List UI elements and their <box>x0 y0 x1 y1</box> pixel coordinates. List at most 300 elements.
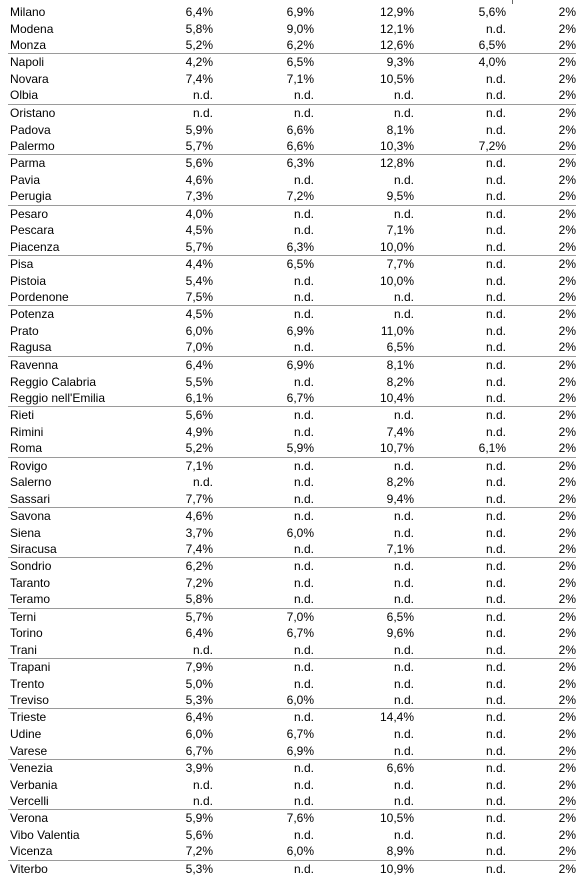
city-name-cell: Trieste <box>10 710 47 725</box>
value-cell: n.d. <box>485 307 506 322</box>
table-row <box>8 122 576 139</box>
value-cell: n.d. <box>485 576 506 591</box>
value-cell: 2% <box>558 206 576 221</box>
value-cell: 12,9% <box>379 5 414 19</box>
value-cell: n.d. <box>485 374 506 389</box>
value-cell: n.d. <box>393 508 414 523</box>
data-table <box>8 4 576 877</box>
value-cell: 6,3% <box>286 239 314 254</box>
city-name-cell: Savona <box>10 508 51 523</box>
value-cell: 2% <box>558 324 576 339</box>
table-row <box>8 239 576 256</box>
table-row <box>8 508 576 525</box>
value-cell: n.d. <box>393 592 414 607</box>
value-cell: 12,6% <box>379 38 414 53</box>
value-cell: 6,9% <box>286 5 314 19</box>
value-cell: 7,4% <box>386 424 414 439</box>
table-row <box>8 290 576 307</box>
city-name-cell: Rovigo <box>10 458 48 473</box>
value-cell: 2% <box>558 609 576 624</box>
value-cell: 6,6% <box>286 138 314 153</box>
value-cell: 2% <box>558 660 576 675</box>
value-cell: n.d. <box>393 576 414 591</box>
table-row <box>8 558 576 575</box>
value-cell: 5,9% <box>185 811 213 826</box>
value-cell: n.d. <box>485 811 506 826</box>
table-row <box>8 323 576 340</box>
value-cell: n.d. <box>293 374 314 389</box>
value-cell: 7,2% <box>286 189 314 204</box>
value-cell: 7,9% <box>185 660 213 675</box>
table-row <box>8 38 576 55</box>
value-cell: 5,3% <box>185 693 213 708</box>
value-cell: 5,6% <box>478 5 506 19</box>
value-cell: 2% <box>558 576 576 591</box>
city-name-cell: Verona <box>10 811 49 826</box>
value-cell: n.d. <box>393 559 414 574</box>
value-cell: n.d. <box>293 491 314 506</box>
value-cell: 9,0% <box>286 21 314 36</box>
value-cell: n.d. <box>485 760 506 775</box>
value-cell: 10,4% <box>379 390 414 405</box>
value-cell: n.d. <box>485 206 506 221</box>
value-cell: 6,7% <box>286 390 314 405</box>
value-cell: n.d. <box>293 88 314 103</box>
value-cell: n.d. <box>485 21 506 36</box>
value-cell: 2% <box>558 307 576 322</box>
table-row <box>8 189 576 206</box>
value-cell: n.d. <box>393 525 414 540</box>
value-cell: 10,9% <box>379 861 414 876</box>
city-name-cell: Vercelli <box>10 793 49 808</box>
value-cell: 6,2% <box>185 559 213 574</box>
value-cell: 2% <box>558 55 576 70</box>
table-row <box>8 138 576 155</box>
value-cell: 7,4% <box>185 72 213 87</box>
value-cell: n.d. <box>485 223 506 238</box>
value-cell: 5,2% <box>185 441 213 456</box>
value-cell: 5,2% <box>185 38 213 53</box>
value-cell: 8,1% <box>386 357 414 372</box>
value-cell: 5,7% <box>185 138 213 153</box>
value-cell: 2% <box>558 72 576 87</box>
value-cell: 6,6% <box>386 760 414 775</box>
table-row <box>8 273 576 290</box>
value-cell: 2% <box>558 491 576 506</box>
city-name-cell: Milano <box>10 5 46 19</box>
value-cell: 7,6% <box>286 811 314 826</box>
table-row <box>8 659 576 676</box>
value-cell: n.d. <box>485 340 506 355</box>
table-row <box>8 743 576 760</box>
value-cell: 2% <box>558 357 576 372</box>
value-cell: 5,9% <box>185 122 213 137</box>
value-cell: n.d. <box>485 777 506 792</box>
value-cell: n.d. <box>192 793 213 808</box>
value-cell: n.d. <box>293 559 314 574</box>
value-cell: n.d. <box>393 743 414 758</box>
value-cell: 2% <box>558 122 576 137</box>
value-cell: n.d. <box>393 660 414 675</box>
value-cell: 5,9% <box>286 441 314 456</box>
value-cell: n.d. <box>485 491 506 506</box>
value-cell: 7,1% <box>386 542 414 556</box>
value-cell: n.d. <box>485 122 506 137</box>
value-cell: 2% <box>558 760 576 775</box>
value-cell: n.d. <box>393 408 414 423</box>
value-cell: n.d. <box>485 324 506 339</box>
city-name-cell: Reggio nell'Emilia <box>10 390 106 405</box>
value-cell: 2% <box>558 542 576 556</box>
value-cell: 2% <box>558 592 576 607</box>
value-cell: 6,0% <box>286 525 314 540</box>
value-cell: n.d. <box>192 88 213 103</box>
value-cell: 4,6% <box>185 172 213 187</box>
value-cell: 2% <box>558 828 576 843</box>
value-cell: 2% <box>558 408 576 423</box>
value-cell: n.d. <box>485 609 506 624</box>
value-cell: n.d. <box>485 525 506 540</box>
value-cell: n.d. <box>485 172 506 187</box>
value-cell: n.d. <box>485 256 506 271</box>
value-cell: n.d. <box>485 626 506 641</box>
city-name-cell: Pisa <box>10 256 34 271</box>
value-cell: n.d. <box>393 693 414 708</box>
city-name-cell: Vibo Valentia <box>10 828 80 843</box>
city-name-cell: Treviso <box>10 693 49 708</box>
value-cell: 7,2% <box>185 576 213 591</box>
value-cell: 4,2% <box>185 55 213 70</box>
table-row <box>8 676 576 693</box>
value-cell: 4,0% <box>185 206 213 221</box>
value-cell: 4,5% <box>185 307 213 322</box>
value-cell: n.d. <box>393 307 414 322</box>
value-cell: n.d. <box>393 777 414 792</box>
value-cell: n.d. <box>293 273 314 288</box>
table-row <box>8 491 576 508</box>
table-row <box>8 54 576 71</box>
value-cell: 5,8% <box>185 592 213 607</box>
value-cell: 6,5% <box>478 38 506 53</box>
value-cell: 8,2% <box>386 475 414 490</box>
value-cell: n.d. <box>485 105 506 120</box>
value-cell: 12,1% <box>379 21 414 36</box>
city-name-cell: Taranto <box>10 576 51 591</box>
value-cell: 10,5% <box>379 811 414 826</box>
value-cell: 2% <box>558 424 576 439</box>
city-name-cell: Viterbo <box>10 861 48 876</box>
value-cell: 7,7% <box>185 491 213 506</box>
city-name-cell: Salerno <box>10 475 52 490</box>
table-row <box>8 575 576 592</box>
value-cell: 2% <box>558 676 576 691</box>
value-cell: n.d. <box>293 290 314 305</box>
city-name-cell: Rieti <box>10 408 35 423</box>
value-cell: 2% <box>558 693 576 708</box>
value-cell: n.d. <box>485 592 506 607</box>
value-cell: 7,4% <box>185 542 213 556</box>
value-cell: 6,2% <box>286 38 314 53</box>
value-cell: 2% <box>558 793 576 808</box>
value-cell: n.d. <box>485 660 506 675</box>
city-name-cell: Teramo <box>10 592 51 607</box>
table-row <box>8 306 576 323</box>
value-cell: n.d. <box>393 290 414 305</box>
value-cell: 2% <box>558 559 576 574</box>
value-cell: n.d. <box>293 777 314 792</box>
table-row <box>8 4 576 21</box>
value-cell: 4,5% <box>185 223 213 238</box>
value-cell: n.d. <box>485 642 506 657</box>
city-name-cell: Sondrio <box>10 559 52 574</box>
city-name-cell: Siracusa <box>10 542 57 556</box>
value-cell: 5,5% <box>185 374 213 389</box>
table-row <box>8 441 576 458</box>
value-cell: 14,4% <box>379 710 414 725</box>
table-row <box>8 844 576 861</box>
city-name-cell: Trento <box>10 676 45 691</box>
city-name-cell: Novara <box>10 72 49 87</box>
value-cell: 2% <box>558 508 576 523</box>
city-name-cell: Sassari <box>10 491 51 506</box>
value-cell: n.d. <box>393 642 414 657</box>
value-cell: n.d. <box>293 660 314 675</box>
value-cell: 2% <box>558 88 576 103</box>
value-cell: n.d. <box>293 424 314 439</box>
city-name-cell: Palermo <box>10 138 55 153</box>
value-cell: 6,7% <box>286 626 314 641</box>
city-name-cell: Torino <box>10 626 43 641</box>
value-cell: 5,3% <box>185 861 213 876</box>
table-row <box>8 256 576 273</box>
value-cell: n.d. <box>393 172 414 187</box>
value-cell: 2% <box>558 290 576 305</box>
value-cell: 2% <box>558 626 576 641</box>
value-cell: 2% <box>558 811 576 826</box>
value-cell: n.d. <box>393 727 414 742</box>
value-cell: 6,6% <box>286 122 314 137</box>
value-cell: n.d. <box>192 777 213 792</box>
value-cell: 2% <box>558 642 576 657</box>
value-cell: n.d. <box>485 693 506 708</box>
value-cell: n.d. <box>293 172 314 187</box>
table-row <box>8 625 576 642</box>
value-cell: n.d. <box>293 861 314 876</box>
value-cell: n.d. <box>485 743 506 758</box>
value-cell: 2% <box>558 777 576 792</box>
city-name-cell: Oristano <box>10 105 56 120</box>
value-cell: 9,5% <box>386 189 414 204</box>
value-cell: n.d. <box>293 710 314 725</box>
city-name-cell: Potenza <box>10 307 55 322</box>
table-row <box>8 810 576 827</box>
value-cell: 2% <box>558 390 576 405</box>
table-row <box>8 206 576 223</box>
table-row <box>8 357 576 374</box>
value-cell: 7,1% <box>286 72 314 87</box>
value-cell: 2% <box>558 256 576 271</box>
city-name-cell: Venezia <box>10 760 53 775</box>
value-cell: n.d. <box>293 676 314 691</box>
value-cell: 2% <box>558 189 576 204</box>
city-name-cell: Perugia <box>10 189 52 204</box>
table-row <box>8 340 576 357</box>
value-cell: n.d. <box>293 508 314 523</box>
value-cell: 2% <box>558 727 576 742</box>
table-row <box>8 827 576 844</box>
value-cell: 2% <box>558 273 576 288</box>
table-row <box>8 777 576 794</box>
value-cell: 2% <box>558 138 576 153</box>
table-row <box>8 390 576 407</box>
table-row <box>8 726 576 743</box>
value-cell: 2% <box>558 340 576 355</box>
value-cell: 2% <box>558 21 576 36</box>
table-row <box>8 474 576 491</box>
value-cell: n.d. <box>293 542 314 556</box>
value-cell: 6,5% <box>386 609 414 624</box>
value-cell: n.d. <box>293 340 314 355</box>
value-cell: 7,5% <box>185 290 213 305</box>
value-cell: n.d. <box>293 223 314 238</box>
table-row <box>8 88 576 105</box>
value-cell: n.d. <box>485 710 506 725</box>
value-cell: 6,5% <box>286 55 314 70</box>
value-cell: 6,5% <box>386 340 414 355</box>
table-row <box>8 793 576 810</box>
value-cell: 6,9% <box>286 324 314 339</box>
value-cell: 2% <box>558 374 576 389</box>
table-row <box>8 693 576 710</box>
city-name-cell: Parma <box>10 156 46 171</box>
value-cell: 7,3% <box>185 189 213 204</box>
value-cell: 7,0% <box>185 340 213 355</box>
value-cell: 7,1% <box>185 458 213 473</box>
city-name-cell: Udine <box>10 727 42 742</box>
table-row <box>8 374 576 391</box>
value-cell: 2% <box>558 5 576 19</box>
city-name-cell: Piacenza <box>10 239 60 254</box>
value-cell: n.d. <box>293 105 314 120</box>
value-cell: n.d. <box>293 828 314 843</box>
value-cell: 4,4% <box>185 256 213 271</box>
value-cell: 10,5% <box>379 72 414 87</box>
value-cell: 7,7% <box>386 256 414 271</box>
value-cell: n.d. <box>485 676 506 691</box>
value-cell: 6,1% <box>185 390 213 405</box>
value-cell: 3,7% <box>185 525 213 540</box>
city-name-cell: Varese <box>10 743 48 758</box>
table-row <box>8 172 576 189</box>
value-cell: 10,3% <box>379 138 414 153</box>
value-cell: 6,7% <box>185 743 213 758</box>
table-row <box>8 222 576 239</box>
value-cell: n.d. <box>293 760 314 775</box>
value-cell: 11,0% <box>380 324 414 339</box>
value-cell: 6,0% <box>286 693 314 708</box>
table-row <box>8 407 576 424</box>
value-cell: 4,6% <box>185 508 213 523</box>
value-cell: 2% <box>558 710 576 725</box>
value-cell: 6,5% <box>286 256 314 271</box>
value-cell: 9,6% <box>386 626 414 641</box>
value-cell: n.d. <box>393 88 414 103</box>
value-cell: n.d. <box>393 458 414 473</box>
value-cell: n.d. <box>293 592 314 607</box>
value-cell: 4,0% <box>478 55 506 70</box>
value-cell: n.d. <box>485 844 506 859</box>
table-row <box>8 424 576 441</box>
value-cell: 2% <box>558 525 576 540</box>
value-cell: 8,1% <box>386 122 414 137</box>
value-cell: 2% <box>558 475 576 490</box>
table-row <box>8 861 576 878</box>
city-name-cell: Pordenone <box>10 290 69 305</box>
city-name-cell: Padova <box>10 122 51 137</box>
table-row <box>8 760 576 777</box>
value-cell: n.d. <box>485 424 506 439</box>
value-cell: n.d. <box>293 307 314 322</box>
value-cell: 5,0% <box>185 676 213 691</box>
city-name-cell: Trani <box>10 642 37 657</box>
value-cell: n.d. <box>192 105 213 120</box>
value-cell: 4,9% <box>185 424 213 439</box>
city-name-cell: Pistoia <box>10 273 47 288</box>
value-cell: 2% <box>558 105 576 120</box>
city-name-cell: Olbia <box>10 88 39 103</box>
value-cell: 2% <box>558 239 576 254</box>
city-name-cell: Reggio Calabria <box>10 374 97 389</box>
value-cell: n.d. <box>485 475 506 490</box>
city-name-cell: Vicenza <box>10 844 53 859</box>
value-cell: 6,0% <box>185 727 213 742</box>
table-row <box>8 709 576 726</box>
value-cell: 6,0% <box>286 844 314 859</box>
value-cell: n.d. <box>485 408 506 423</box>
city-name-cell: Ragusa <box>10 340 52 355</box>
value-cell: 10,0% <box>379 239 414 254</box>
value-cell: n.d. <box>485 72 506 87</box>
value-cell: 8,9% <box>386 844 414 859</box>
value-cell: 6,1% <box>478 441 506 456</box>
value-cell: n.d. <box>293 642 314 657</box>
value-cell: n.d. <box>192 475 213 490</box>
city-name-cell: Verbania <box>10 777 58 792</box>
value-cell: 2% <box>558 458 576 473</box>
value-cell: n.d. <box>485 88 506 103</box>
table-row <box>8 71 576 88</box>
value-cell: 2% <box>558 441 576 456</box>
value-cell: 5,6% <box>185 156 213 171</box>
city-name-cell: Rimini <box>10 424 44 439</box>
value-cell: 6,4% <box>185 710 213 725</box>
value-cell: 2% <box>558 844 576 859</box>
value-cell: 6,4% <box>185 5 213 19</box>
value-cell: 2% <box>558 223 576 238</box>
table-row <box>8 609 576 626</box>
value-cell: 3,9% <box>185 760 213 775</box>
value-cell: 6,7% <box>286 727 314 742</box>
value-cell: 2% <box>558 861 576 876</box>
table-row <box>8 155 576 172</box>
value-cell: 6,9% <box>286 743 314 758</box>
city-name-cell: Pesaro <box>10 206 49 221</box>
city-name-cell: Monza <box>10 38 47 53</box>
value-cell: n.d. <box>485 828 506 843</box>
value-cell: n.d. <box>485 156 506 171</box>
table-row <box>8 458 576 475</box>
value-cell: 10,0% <box>379 273 414 288</box>
